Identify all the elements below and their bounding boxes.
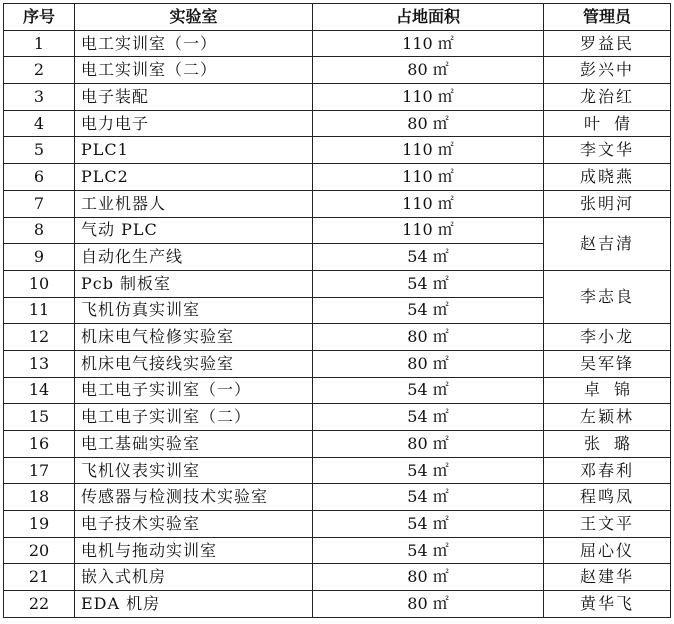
table-row <box>4 57 671 84</box>
lab-name: 飞机仿真实训室 <box>75 297 313 324</box>
lab-name: PLC1 <box>75 137 313 164</box>
table-row <box>4 110 671 137</box>
row-number: 21 <box>4 564 75 591</box>
row-number: 5 <box>4 137 75 164</box>
table-row <box>4 84 671 111</box>
row-number: 16 <box>4 431 75 458</box>
row-number: 2 <box>4 57 75 84</box>
row-number: 15 <box>4 404 75 431</box>
header-area: 占地面积 <box>313 4 544 31</box>
lab-name: Pcb 制板室 <box>75 270 313 297</box>
lab-manager: 赵吉清 <box>544 217 671 270</box>
table-row <box>4 591 671 618</box>
lab-area: 80 ㎡ <box>313 431 544 458</box>
lab-area: 54 ㎡ <box>313 511 544 538</box>
lab-manager: 赵建华 <box>544 564 671 591</box>
lab-area: 110 ㎡ <box>313 190 544 217</box>
lab-area: 80 ㎡ <box>313 564 544 591</box>
lab-area: 54 ㎡ <box>313 457 544 484</box>
header-no: 序号 <box>4 4 75 31</box>
lab-name: PLC2 <box>75 164 313 191</box>
lab-manager: 左颖林 <box>544 404 671 431</box>
table-row <box>4 431 671 458</box>
table-row <box>4 190 671 217</box>
row-number: 7 <box>4 190 75 217</box>
table-row <box>4 377 671 404</box>
lab-manager: 邓春利 <box>544 457 671 484</box>
table-header <box>4 4 671 31</box>
lab-name: 电子技术实验室 <box>75 511 313 538</box>
lab-area: 54 ㎡ <box>313 244 544 271</box>
lab-area: 80 ㎡ <box>313 57 544 84</box>
row-number: 17 <box>4 457 75 484</box>
row-number: 10 <box>4 270 75 297</box>
lab-manager: 成晓燕 <box>544 164 671 191</box>
lab-area: 54 ㎡ <box>313 377 544 404</box>
lab-name: 电工实训室（二） <box>75 57 313 84</box>
table-row <box>4 484 671 511</box>
lab-area: 54 ㎡ <box>313 537 544 564</box>
table-body <box>4 30 671 617</box>
lab-table <box>3 3 671 618</box>
row-number: 19 <box>4 511 75 538</box>
table-row <box>4 404 671 431</box>
lab-name: 机床电气检修实验室 <box>75 324 313 351</box>
table-row <box>4 537 671 564</box>
table-row <box>4 137 671 164</box>
row-number: 8 <box>4 217 75 244</box>
row-number: 20 <box>4 537 75 564</box>
table-row <box>4 324 671 351</box>
lab-area: 80 ㎡ <box>313 591 544 618</box>
lab-area: 54 ㎡ <box>313 404 544 431</box>
lab-area: 54 ㎡ <box>313 484 544 511</box>
header-manager: 管理员 <box>544 4 671 31</box>
lab-manager: 程鸣凤 <box>544 484 671 511</box>
lab-name: 电工电子实训室（二） <box>75 404 313 431</box>
row-number: 3 <box>4 84 75 111</box>
table-row <box>4 270 671 297</box>
table-row <box>4 30 671 57</box>
lab-manager: 李志良 <box>544 270 671 323</box>
row-number: 6 <box>4 164 75 191</box>
lab-name: 电工基础实验室 <box>75 431 313 458</box>
lab-manager: 彭兴中 <box>544 57 671 84</box>
lab-name: 电机与拖动实训室 <box>75 537 313 564</box>
row-number: 18 <box>4 484 75 511</box>
lab-name: 传感器与检测技术实验室 <box>75 484 313 511</box>
lab-name: 电子装配 <box>75 84 313 111</box>
row-number: 12 <box>4 324 75 351</box>
lab-area: 80 ㎡ <box>313 324 544 351</box>
row-number: 22 <box>4 591 75 618</box>
table-row <box>4 511 671 538</box>
lab-name: 工业机器人 <box>75 190 313 217</box>
lab-manager: 张璐 <box>544 431 671 458</box>
header-row <box>4 4 671 31</box>
lab-area: 110 ㎡ <box>313 84 544 111</box>
lab-name: 气动 PLC <box>75 217 313 244</box>
lab-name: 机床电气接线实验室 <box>75 350 313 377</box>
lab-manager: 叶倩 <box>544 110 671 137</box>
row-number: 13 <box>4 350 75 377</box>
lab-manager: 吴军锋 <box>544 350 671 377</box>
lab-area: 54 ㎡ <box>313 297 544 324</box>
lab-manager: 屈心仪 <box>544 537 671 564</box>
row-number: 4 <box>4 110 75 137</box>
row-number: 9 <box>4 244 75 271</box>
table-row <box>4 164 671 191</box>
lab-manager: 张明河 <box>544 190 671 217</box>
lab-area: 54 ㎡ <box>313 270 544 297</box>
lab-area: 80 ㎡ <box>313 350 544 377</box>
lab-manager: 龙治红 <box>544 84 671 111</box>
table-row <box>4 350 671 377</box>
lab-area: 110 ㎡ <box>313 217 544 244</box>
row-number: 14 <box>4 377 75 404</box>
table-row <box>4 217 671 244</box>
lab-name: 电工电子实训室（一） <box>75 377 313 404</box>
lab-area: 110 ㎡ <box>313 164 544 191</box>
lab-manager: 李文华 <box>544 137 671 164</box>
lab-area: 110 ㎡ <box>313 30 544 57</box>
lab-manager: 罗益民 <box>544 30 671 57</box>
table-row <box>4 564 671 591</box>
table-row <box>4 457 671 484</box>
header-lab: 实验室 <box>75 4 313 31</box>
lab-manager: 王文平 <box>544 511 671 538</box>
lab-name: 电力电子 <box>75 110 313 137</box>
lab-name: 飞机仪表实训室 <box>75 457 313 484</box>
lab-area: 110 ㎡ <box>313 137 544 164</box>
lab-name: 自动化生产线 <box>75 244 313 271</box>
row-number: 1 <box>4 30 75 57</box>
lab-name: 嵌入式机房 <box>75 564 313 591</box>
lab-manager: 卓锦 <box>544 377 671 404</box>
lab-name: 电工实训室（一） <box>75 30 313 57</box>
lab-manager: 黄华飞 <box>544 591 671 618</box>
row-number: 11 <box>4 297 75 324</box>
lab-manager: 李小龙 <box>544 324 671 351</box>
lab-area: 80 ㎡ <box>313 110 544 137</box>
lab-name: EDA 机房 <box>75 591 313 618</box>
